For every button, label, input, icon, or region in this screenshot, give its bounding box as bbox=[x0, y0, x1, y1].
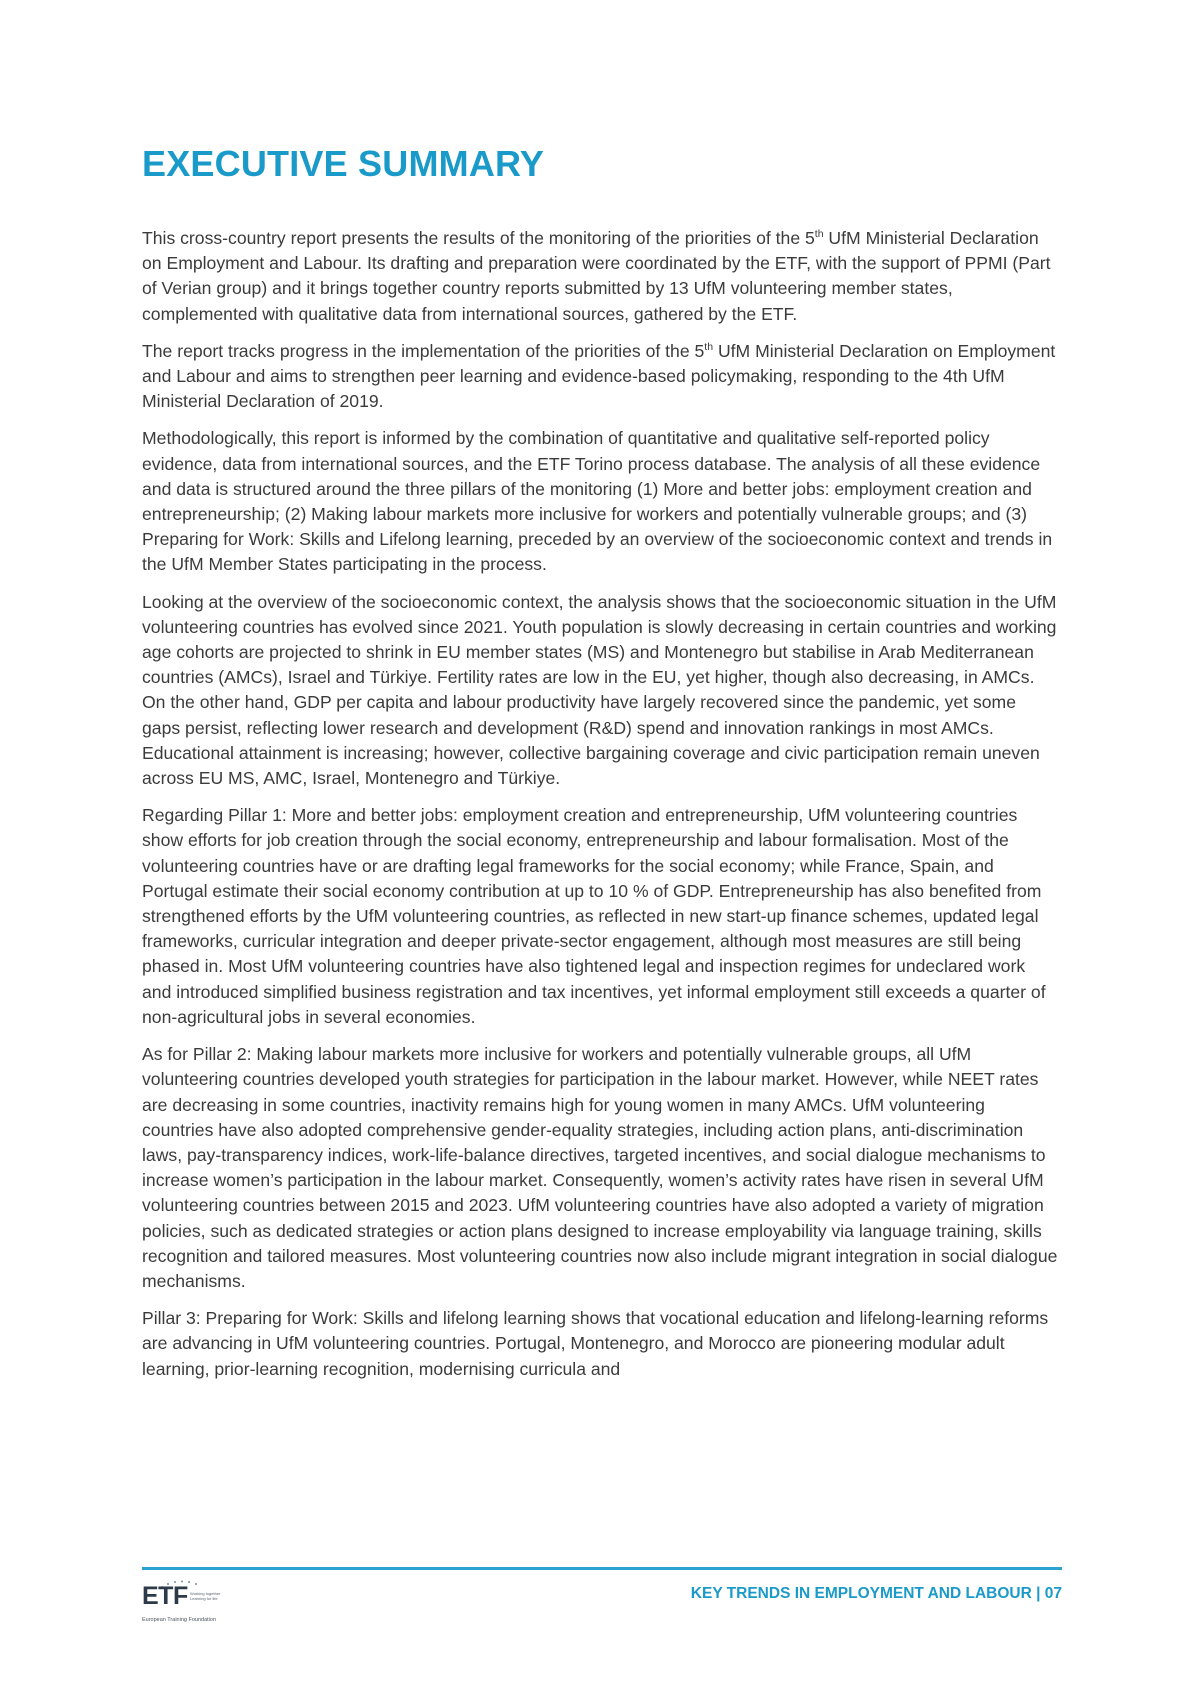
paragraph-report-tracks-text-a: The report tracks progress in the implementation of the priorities of the 5 bbox=[142, 340, 705, 361]
logo-mark: ETF bbox=[142, 1582, 188, 1610]
body-text bbox=[142, 226, 1058, 1394]
paragraph-pillar-1: Regarding Pillar 1: More and better jobs: employment creation and entrepreneurship, UfM volunteering countries show efforts for job creation through the social economy, entrepreneurship and labour formalisation. Most of the volunteering countries have or are drafting legal frameworks for the social economy; while France, Spain, and Portugal estimate their social economy contribution at up to 10 % of GDP. Entrepreneurship has also benefited from strengthened efforts by the UfM volunteering countries, as reflected in new start-up finance schemes, updated legal frameworks, curricular integration and deeper private-sector engagement, although most measures are still being phased in. Most UfM volunteering countries have also tightened legal and inspection regimes for undeclared work and introduced simplified business registration and tax incentives, yet informal employment still exceeds a quarter of non-agricultural jobs in several economies. bbox=[142, 805, 1046, 1027]
logo-tagline-line-1: Working together bbox=[190, 1591, 221, 1596]
paragraph-socioeconomic-context: Looking at the overview of the socioeconomic context, the analysis shows that the socioeconomic situation in the UfM volunteering countries has evolved since 2021. Youth population is slowly decreasing in certain countries and working age cohorts are projected to shrink in EU member states (MS) and Montenegro but stabilise in Arab Mediterranean countries (AMCs), Israel and Türkiye. Fertility rates are low in the EU, yet higher, though also decreasing, in AMCs. On the other hand, GDP per capita and labour productivity have largely recovered since the pandemic, yet some gaps persist, reflecting lower research and development (R&D) spend and innovation rankings in most AMCs. Educational attainment is increasing; however, collective bargaining coverage and civic participation remain uneven across EU MS, AMC, Israel, Montenegro and Türkiye. bbox=[142, 591, 1057, 789]
paragraph-report-tracks-superscript: th bbox=[704, 340, 714, 353]
logo-tagline bbox=[190, 1591, 234, 1601]
paragraph-intro-text-b: UfM Ministerial Declaration on Employment and Labour. Its drafting and preparation were coordinated by the ETF, with the support of PPMI (Part of Verian group) and it brings together country reports submitted by 13 UfM volunteering member states, complemented with qualitative data from international sources, gathered by the ETF. bbox=[142, 228, 1051, 324]
paragraph-intro bbox=[142, 226, 1058, 327]
paragraph-pillar-3: Pillar 3: Preparing for Work: Skills and lifelong learning shows that vocational education and lifelong-learning reforms are advancing in UfM volunteering countries. Portugal, Montenegro, and Morocco are pioneering modular adult learning, prior-learning recognition, modernising curricula and bbox=[142, 1308, 1049, 1379]
page-title: EXECUTIVE SUMMARY bbox=[142, 143, 545, 184]
paragraph-methodology: Methodologically, this report is informed by the combination of quantitative and qualitative self-reported policy evidence, data from international sources, and the ETF Torino process database. The analysis of all these evidence and data is structured around the three pillars of the monitoring (1) More and better jobs: employment creation and entrepreneurship; (2) Making labour markets more inclusive for workers and potentially vulnerable groups; and (3) Preparing for Work: Skills and Lifelong learning, preceded by an overview of the socioeconomic context and trends in the UfM Member States participating in the process. bbox=[142, 428, 1053, 575]
paragraph-report-tracks-text-b: UfM Ministerial Declaration on Employment and Labour and aims to strengthen peer learning and evidence-based policymaking, responding to the 4th UfM Ministerial Declaration of 2019. bbox=[142, 340, 1056, 412]
paragraph-intro-superscript: th bbox=[814, 228, 824, 241]
logo-tagline-line-2: Learning for life bbox=[190, 1596, 218, 1601]
logo-organisation-name: European Training Foundation bbox=[142, 1617, 216, 1623]
paragraph-intro-text-a: This cross-country report presents the results of the monitoring of the priorities of the 5 bbox=[142, 228, 815, 248]
running-title: KEY TRENDS IN EMPLOYMENT AND LABOUR | 07 bbox=[690, 1585, 1062, 1602]
etf-logo bbox=[142, 1578, 242, 1636]
paragraph-pillar-2: As for Pillar 2: Making labour markets more inclusive for workers and potentially vulnerable groups, all UfM volunteering countries developed youth strategies for participation in the labour market. However, while NEET rates are decreasing in some countries, inactivity remains high for young women in many AMCs. UfM volunteering countries have also adopted comprehensive gender-equality strategies, including action plans, anti-discrimination laws, pay-transparency indices, work-life-balance directives, targeted incentives, and social dialogue mechanisms to increase women’s participation in the labour market. Consequently, women’s activity rates have risen in several UfM volunteering countries between 2015 and 2023. UfM volunteering countries have also adopted a variety of migration policies, such as dedicated strategies or action plans designed to increase employability via language training, skills recognition and tailored measures. Most volunteering countries now also include migrant integration in social dialogue mechanisms. bbox=[142, 1044, 1058, 1291]
footer-divider bbox=[142, 1567, 1062, 1570]
paragraph-report-tracks bbox=[142, 339, 1058, 415]
